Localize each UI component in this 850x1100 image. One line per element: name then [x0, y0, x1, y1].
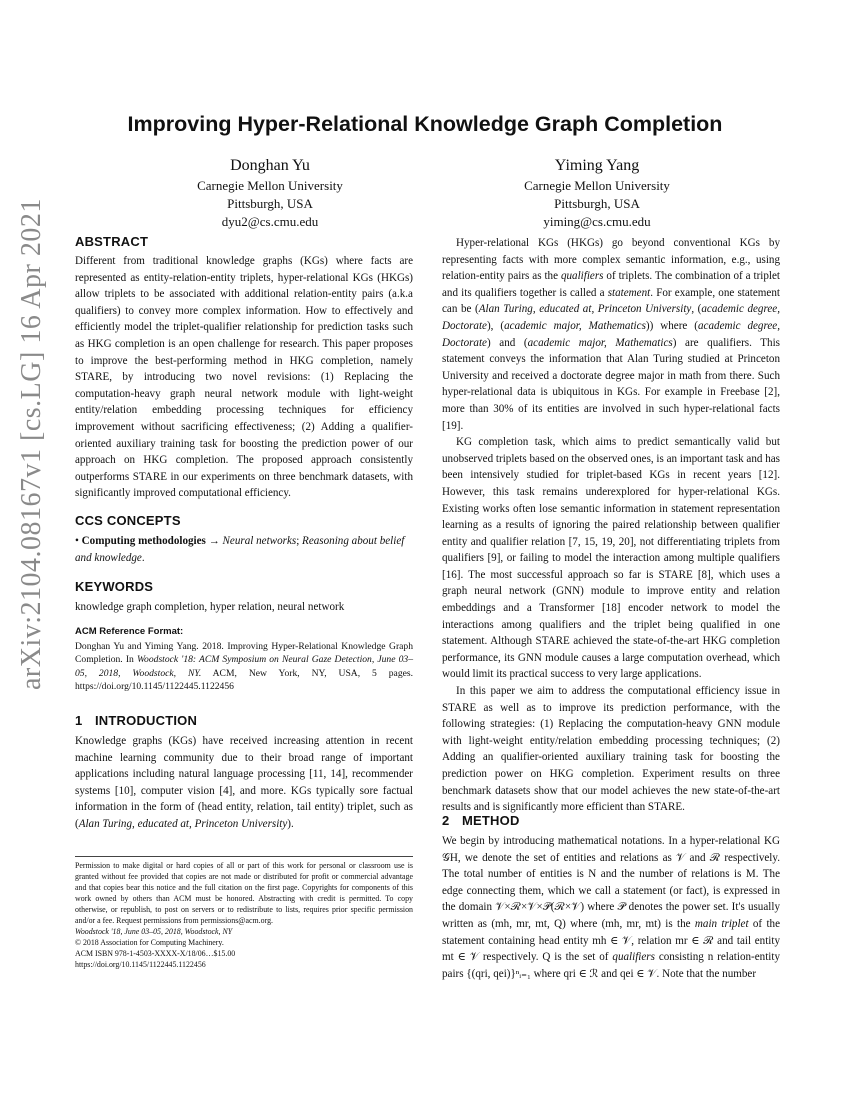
- ccs-heading: CCS CONCEPTS: [75, 513, 181, 528]
- author-email: yiming@cs.cmu.edu: [543, 214, 651, 229]
- method-heading: [442, 812, 780, 830]
- ccs-bold: Computing methodologies: [81, 535, 206, 547]
- abstract-text: Different from traditional knowledge graphs (KGs) where facts are represented as entity-relation-entity triplets, hyper-relational KGs (HKGs) allow triplets to be associated with additional relation-entity pairs (a.k.a qualifiers) to convey more complex information. How to effectively and efficiently model the triplet-qualifier relationship for prediction tasks such as HKG completion is an open challenge for research. This paper proposes to improve the best-performing method in HKG completion, namely STARE, by introducing two novel revisions: (1) Replacing the computation-heavy graph neural network module with light-weight entity/relation embedding processing techniques for efficiency improvement without sacrificing effectiveness; (2) Adding a qualifier-oriented auxiliary training task for boosting the prediction power of our approach on HKG completion. The proposed approach consistently outperforms STARE in our experiments on three benchmark datasets, with significantly improved computational efficiency.: [75, 255, 413, 500]
- method-title: METHOD: [462, 813, 520, 828]
- keywords-heading: KEYWORDS: [75, 579, 154, 594]
- intro-paragraph-1: [75, 733, 413, 833]
- author-block-1: [140, 155, 400, 231]
- text-run: consisting n relation-entity pairs {(qri, qei)}ⁿᵢ₌₁ where qri ∈ ℛ and qei ∈ 𝒱. Note that the number: [442, 951, 781, 980]
- intro-paragraph-4: In this paper we aim to address the computational efficiency issue in STARE as well as to improve its prediction performance, with the following strategies: (1) Replacing the computation-heavy GNN module with light-weight entity/relation embedding processing techniques; (2) Adding an qualifier-oriented auxiliary training task for boosting the prediction power on HKG completion. Experiment results on three benchmark datasets show that our model achieves the new state-of-the-art results and is significantly more efficient than STARE.: [442, 685, 780, 814]
- intro-number: 1: [75, 713, 83, 728]
- text-run: Hyper-relational KGs (HKGs) go beyond conventional KGs by representing facts with more complex semantic information, e.g., using relation-entity pairs as the: [442, 237, 780, 283]
- intro-paragraph-3: KG completion task, which aims to predict semantically valid but unobserved triplets based on the observed ones, is an important task and has been intensively studied for triplet-based KGs in recent years [12]. However, this task remains underexplored for hyper-relational KGs. Existing works often lose semantic information in statement representation learning as a results of ignoring the paired relationship between qualifier entity and qualifier relation [7, 15, 19, 20], not differentiating triplets from qualifiers [9], or failing to model the interaction among multiple qualifiers [16]. The most successful approach so far is STARE [8], which uses a graph neural network (GNN) module to improve entity and relation embeddings and a Transformer [18] encoder network to model the interactions among qualifiers and the triplet being qualified in one statement. Although STARE achieved the state-of-the-art HKG completion performance, its GNN module causes a large computation overhead, which would limit its practical success to very large applications.: [442, 436, 780, 681]
- text-run: , (: [691, 303, 702, 316]
- acm-ref-venue: Woodstock '18: ACM Symposium on Neural Gaze Detection, June 03–05, 2018, Woodstock, NY.: [75, 654, 413, 679]
- arxiv-identifier: arXiv:2104.08167v1 [cs.LG] 16 Apr 2021: [16, 198, 47, 690]
- ccs-arrow: →: [208, 535, 220, 547]
- acm-ref-part2: ACM, New York, NY, USA, 5 pages. https://doi.org/10.1145/1122445.1122456: [75, 667, 414, 693]
- text-run: . For example, one statement can be (: [442, 286, 780, 316]
- permission-text: Permission to make digital or hard copies of all or part of this work for personal or classroom use is granted without fee provided that copies are not made or distributed for profit or commercial advantage and that copies bear this notice and the full citation on the first page. Copyrights for components of this work owned by others than ACM must be honored. Abstracting with credit is permitted. To copy otherwise, or republish, to post on servers or to redistribute to lists, requires prior specific permission and/or a fee. Request permissions from permissions@acm.org.: [75, 861, 413, 925]
- author-affiliation: Carnegie Mellon University: [197, 178, 343, 193]
- text-run: Knowledge graphs (KGs) have received increasing attention in recent machine learning community due to their broad range of important applications including natural language processing [11, 14], recommender systems [10], computer vision [4], and more. KGs typically sore factual information in the form of (head entity, relation, tail entity) triplet, such as (: [75, 735, 413, 830]
- abstract-heading: ABSTRACT: [75, 234, 149, 249]
- ccs-italic-1: Neural networks: [222, 535, 297, 547]
- text-run: academic degree, Doctorate: [442, 303, 781, 332]
- footnote-copyright: © 2018 Association for Computing Machinery.: [75, 938, 224, 947]
- footnote-doi: https://doi.org/10.1145/1122445.1122456: [75, 960, 206, 969]
- intro-heading: [75, 712, 413, 730]
- right-column: [442, 235, 780, 816]
- text-run: academic major, Mathematics: [527, 336, 673, 349]
- acm-ref-text: [75, 640, 413, 694]
- left-column: [75, 233, 413, 502]
- text-run: Alan Turing, educated at, Princeton University: [78, 817, 288, 830]
- method-number: 2: [442, 813, 450, 828]
- text-run: Alan Turing, educated at, Princeton University: [478, 303, 692, 316]
- ccs-text: • Computing methodologies → Neural networks; Reasoning about belief and knowledge.: [75, 535, 405, 564]
- copyright-footnote: [75, 856, 413, 970]
- text-run: academic degree, Doctorate: [442, 319, 781, 349]
- text-run: academic major, Mathematics: [504, 319, 646, 332]
- intro-paragraph-2: [442, 235, 780, 434]
- ccs-italic-2: Reasoning about belief and knowledge: [75, 535, 405, 564]
- text-run: main triplet: [694, 917, 749, 930]
- text-run: of triplets. The combination of a triplet and its qualifiers together is called a: [442, 270, 780, 299]
- author-name: Yiming Yang: [554, 157, 640, 174]
- paper-title: Improving Hyper-Relational Knowledge Graph Completion: [127, 112, 723, 136]
- keywords-text: knowledge graph completion, hyper relation, neural network: [75, 601, 345, 613]
- ccs-section: [75, 512, 413, 566]
- acm-ref-part1: Donghan Yu and Yiming Yang. 2018. Improving Hyper-Relational Knowledge Graph Completion. In: [75, 641, 413, 666]
- author-location: Pittsburgh, USA: [554, 196, 640, 211]
- text-run: qualifiers: [612, 951, 655, 964]
- text-run: ).: [287, 817, 294, 830]
- method-section: [442, 812, 780, 982]
- keywords-section: [75, 578, 413, 616]
- author-email: dyu2@cs.cmu.edu: [221, 214, 319, 229]
- text-run: statement: [607, 286, 651, 299]
- text-run: ) are qualifiers. This statement conveys the information that Alan Turing studied at Princeton University and received a doctorate degree major in math from there. Such hyper-relational data is ubiquitous in KGs. For example in Freebase [2], more than 30% of its entities are involved in such hyper-relational facts [19].: [442, 336, 780, 432]
- text-run: qualifiers: [560, 270, 604, 283]
- author-location: Pittsburgh, USA: [227, 196, 313, 211]
- method-paragraph-1: [442, 833, 780, 982]
- footnote-venue: Woodstock '18, June 03–05, 2018, Woodstock, NY: [75, 927, 233, 936]
- ccs-end: .: [141, 551, 145, 564]
- intro-section: [75, 712, 413, 833]
- acm-reference: [75, 625, 413, 694]
- author-affiliation: Carnegie Mellon University: [524, 178, 670, 193]
- text-run: We begin by introducing mathematical notations. In a hyper-relational KG 𝒢H, we denote the set of entities and relations as 𝒱 and ℛ respectively. The total number of entities is N and the number of relations is M. The edge connecting them, which we call a statement (or fact), is expressed in the domain 𝒱×ℛ×𝒱×𝒫(ℛ×𝒱) where 𝒫 denotes the power set. It's usually written as (mh, mr, mt, Q) where (mh, mr, mt) is the: [442, 835, 780, 930]
- text-run: ), (: [486, 319, 505, 332]
- text-run: )) where (: [645, 319, 698, 332]
- text-run: ) and (: [486, 336, 528, 349]
- acm-ref-heading: ACM Reference Format:: [75, 626, 184, 637]
- ccs-separator: ;: [296, 535, 303, 547]
- intro-title: INTRODUCTION: [95, 713, 198, 728]
- author-block-2: [467, 155, 727, 231]
- footnote-isbn: ACM ISBN 978-1-4503-XXXX-X/18/06…$15.00: [75, 949, 236, 958]
- author-name: Donghan Yu: [230, 157, 310, 174]
- text-run: of the statement containing head entity mh ∈ 𝒱, relation mr ∈ ℛ and tail entity mt ∈ 𝒱 respectively. Q is the set of: [442, 917, 781, 964]
